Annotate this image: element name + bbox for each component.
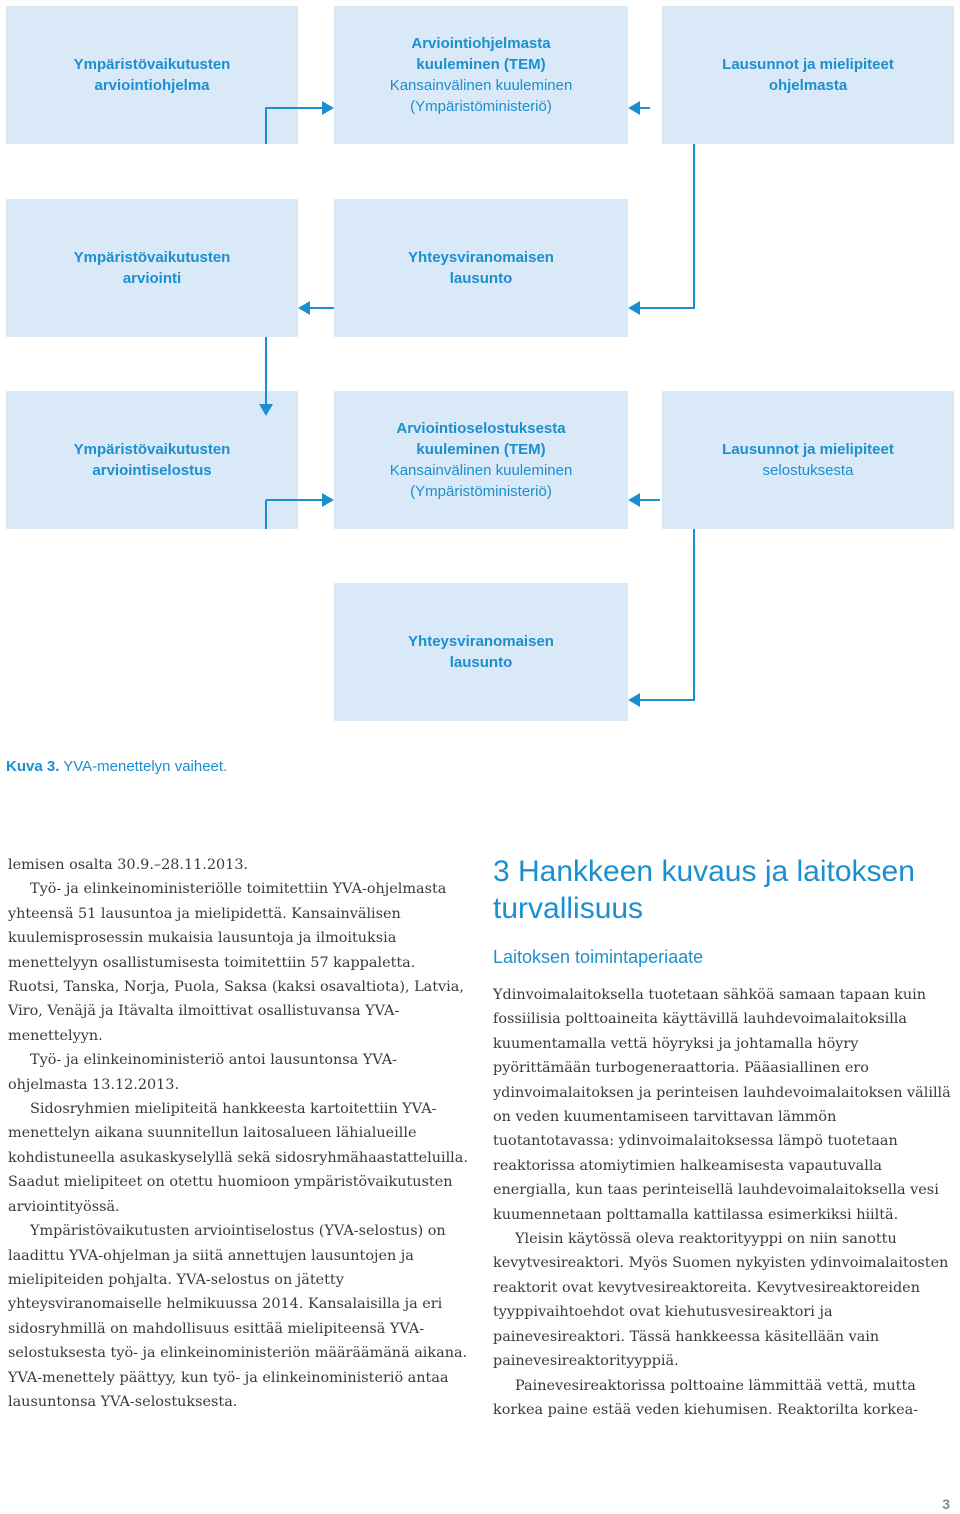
box-text: Kansainvälinen kuuleminen: [389, 462, 573, 479]
box-text: lausunto: [449, 270, 513, 287]
paragraph: Yleisin käytössä oleva reaktorityyppi on niin sanottu kevytvesireaktori. Myös Suomen nykyisten ydinvoimalaitosten reaktorit ovat kevytvesireaktoreita. Kevytvesireaktoreiden tyyppivaihtoehdot ovat kiehutusvesireaktori ja painevesireaktori. Tässä hankkeessa käsitellään vain painevesireaktorityyppiä.: [493, 1231, 949, 1370]
paragraph: Työ- ja elinkeinoministeriölle toimitettiin YVA-ohjelmasta yhteensä 51 lausuntoa ja mielipidettä. Kansainvälisen kuulemisprosessin mukaisia lausuntoja ja ilmoituksia menettelyyn osallistumisesta toimitettiin 57 kappaletta. Ruotsi, Tanska, Norja, Puola, Saksa (kaksi osavaltiota), Latvia, Viro, Venäjä ja Itävalta ilmoittivat osallistuvansa YVA-menettelyyn.: [8, 881, 464, 1044]
arrow-line: [266, 108, 322, 144]
arrow-head: [298, 301, 310, 315]
arrow-head: [322, 493, 334, 507]
left-column: [8, 853, 470, 1414]
page-number: 3: [942, 1496, 950, 1512]
paragraph: Painevesireaktorissa polttoaine lämmittää vettä, mutta korkea paine estää veden kiehumisen. Reaktorilta korkea-: [493, 1377, 919, 1418]
box-text: kuuleminen (TEM): [416, 56, 546, 73]
paragraph: Sidosryhmien mielipiteitä hankkeesta kartoitettiin YVA-menettelyn aikana suunnitellun laitosalueen lähialueille kohdistuneella asukaskyselyllä sekä sidosryhmähaastatteluilla. Saadut mielipiteet on otettu huomioon ympäristövaikutusten arviointityössä.: [8, 1101, 468, 1215]
arrow-head: [628, 493, 640, 507]
box-text: Yhteysviranomaisen: [408, 249, 554, 266]
arrow-head: [322, 101, 334, 115]
box-text: Arviointiohjelmasta: [411, 35, 551, 52]
arrow-head: [259, 404, 273, 416]
paragraph: Ympäristövaikutusten arviointiselostus (YVA-selostus) on laadittu YVA-ohjelman ja siitä annettujen lausuntojen ja mielipiteiden pohjalta. YVA-selostus on jätetty yhteysviranomaiselle helmikuussa 2014. Kansalaisilla ja eri sidosryhmillä on mahdollisuus esittää mielipiteensä YVA-selostuksesta työ- ja elinkeinoministeriön määräämänä aikana. YVA-menettely päättyy, kun työ- ja elinkeinoministeriö antaa lausuntonsa YVA-selostuksesta.: [8, 1223, 468, 1410]
arrow-line: [640, 529, 694, 700]
box-text: Yhteysviranomaisen: [408, 633, 554, 650]
arrow-head: [628, 301, 640, 315]
arrow-row1: [266, 108, 322, 144]
box-text: Ympäristövaikutusten: [73, 56, 231, 73]
box-text: kuuleminen (TEM): [416, 441, 546, 458]
box-text: (Ympäristöministeriö): [410, 483, 552, 500]
box-text: ohjelmasta: [768, 77, 848, 94]
box-text: Kansainvälinen kuuleminen: [389, 77, 573, 94]
box-text: (Ympäristöministeriö): [410, 98, 552, 115]
box-text: Ympäristövaikutusten: [73, 249, 231, 266]
box-text: arviointi: [122, 270, 182, 287]
box-text: selostuksesta: [762, 462, 854, 479]
arrow-line: [640, 144, 694, 308]
box-text: arviointiselostus: [92, 462, 212, 479]
paragraph: lemisen osalta 30.9.–28.11.2013.: [8, 857, 249, 873]
diagram-arrows: [0, 0, 960, 740]
box-text: Ympäristövaikutusten: [73, 441, 231, 458]
section-heading: 3 Hankkeen kuvaus ja laitoksen turvallisuus: [493, 855, 915, 925]
box-text: lausunto: [449, 654, 513, 671]
right-column: [493, 853, 953, 1422]
caption-label: Kuva 3.: [6, 758, 60, 775]
arrow-head: [628, 693, 640, 707]
paragraph: Työ- ja elinkeinoministeriö antoi lausuntonsa YVA-ohjelmasta 13.12.2013.: [8, 1052, 397, 1093]
box-text: Lausunnot ja mielipiteet: [722, 56, 894, 73]
arrow-head: [628, 101, 640, 115]
box-text: Arviointioselostuksesta: [396, 420, 566, 437]
figure-caption: [6, 758, 227, 775]
box-text: Lausunnot ja mielipiteet: [722, 441, 894, 458]
box-text: arviointiohjelma: [94, 77, 210, 94]
caption-text: YVA-menettelyn vaiheet.: [59, 758, 228, 775]
subsection-heading: Laitoksen toimintaperiaate: [493, 947, 704, 967]
paragraph: Ydinvoimalaitoksella tuotetaan sähköä samaan tapaan kuin fossiilisia polttoaineita käyttävillä lauhdevoimalaitoksilla kuumentamalla vettä höyryksi ja johtamalla höyry pyörittämään turbogeneraattoria. Pääasiallinen ero ydinvoimalaitoksen ja perinteisen lauhdevoimalaitoksen välillä on veden kuumentamiseen tarvittavan lämmön tuotantotavassa: ydinvoimalaitoksessa lämpö tuotetaan reaktorissa atomiytimien halkeamisesta vapautuvalla energialla, kun taas perinteisellä lauhdevoimalaitoksella vesi kuumennetaan polttamalla kattilassa esimerkiksi hiiltä.: [493, 987, 951, 1223]
